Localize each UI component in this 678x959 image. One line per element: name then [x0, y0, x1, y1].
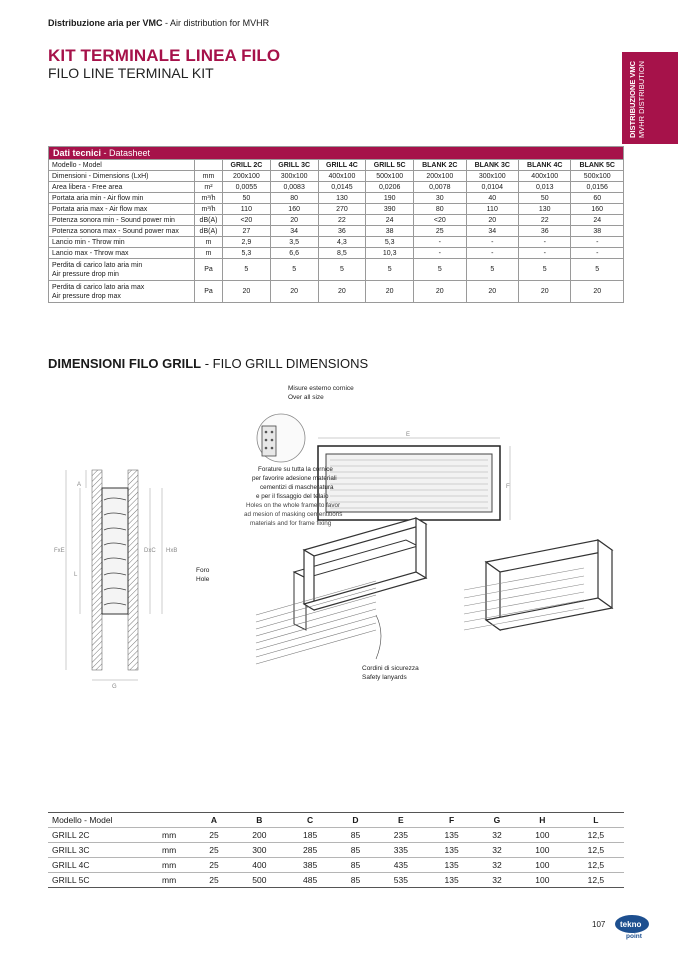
hole-label-it: Foro: [196, 567, 210, 574]
datasheet-cell: 130: [519, 204, 571, 215]
datasheet-header-cell: BLANK 3C: [466, 160, 518, 171]
dimensions-cell: 32: [477, 828, 517, 843]
datasheet-cell: [49, 281, 195, 303]
datasheet-cell: 20: [270, 215, 318, 226]
datasheet-row: [49, 204, 624, 215]
dim-label-fxe: FxE: [54, 548, 65, 554]
datasheet-caption-bold: Dati tecnici: [53, 148, 102, 158]
datasheet-cell: 20: [270, 281, 318, 303]
datasheet-cell: 0,0145: [318, 182, 366, 193]
datasheet-cell: 5: [223, 259, 271, 281]
wall-right-hatch: [128, 470, 138, 670]
dimensions-cell: 100: [517, 843, 568, 858]
datasheet-header-cell: BLANK 4C: [519, 160, 571, 171]
side-tab-line1: DISTRIBUZIONE VMC: [628, 60, 637, 138]
dimensions-cell: 12,5: [568, 873, 624, 888]
datasheet-cell: Potenza sonora min - Sound power min: [49, 215, 195, 226]
datasheet-cell: 80: [270, 193, 318, 204]
datasheet-row: [49, 193, 624, 204]
dimensions-cell: 400: [234, 858, 285, 873]
page-title-it: KIT TERMINALE LINEA FILO: [48, 46, 281, 65]
datasheet-cell: 5,3: [223, 248, 271, 259]
datasheet-cell: 160: [571, 204, 624, 215]
datasheet-cell: mm: [195, 171, 223, 182]
datasheet-cell-line: Air pressure drop max: [52, 292, 121, 300]
dim-label-e: E: [406, 432, 411, 438]
dimensions-cell: 385: [285, 858, 336, 873]
dimensions-cell: 100: [517, 858, 568, 873]
datasheet-cell: 3,5: [270, 237, 318, 248]
dimensions-cell: 135: [426, 858, 477, 873]
datasheet-cell: 20: [466, 215, 518, 226]
dimensions-cell: GRILL 4C: [48, 858, 158, 873]
datasheet-cell: <20: [414, 215, 466, 226]
dimensions-cell: GRILL 3C: [48, 843, 158, 858]
datasheet-cell: 5: [519, 259, 571, 281]
holes-note-line: per favorire adesione materiali: [252, 475, 337, 482]
datasheet-cell: 5: [571, 259, 624, 281]
datasheet-cell: 0,0156: [571, 182, 624, 193]
datasheet-cell: 110: [223, 204, 271, 215]
datasheet-cell: 0,013: [519, 182, 571, 193]
datasheet-cell: Lancio max - Throw max: [49, 248, 195, 259]
holes-note-line: ad mesion of masking cementitions: [244, 511, 343, 518]
datasheet-row: [49, 281, 624, 303]
holes-note-line: cementizi di mascheratura: [260, 484, 334, 491]
datasheet-cell: -: [519, 248, 571, 259]
datasheet-cell: 30: [414, 193, 466, 204]
dimensions-header-cell: G: [477, 813, 517, 828]
dimensions-cell: mm: [158, 858, 194, 873]
dimensions-row: [48, 828, 624, 843]
dimensions-cell: 135: [426, 843, 477, 858]
datasheet-cell: <20: [223, 215, 271, 226]
dim-label-a: A: [77, 482, 82, 488]
datasheet-cell: -: [571, 237, 624, 248]
dimensions-cell: 32: [477, 858, 517, 873]
datasheet-cell: -: [519, 237, 571, 248]
datasheet-cell: 110: [466, 204, 518, 215]
dimensions-header-cell: F: [426, 813, 477, 828]
frame-corner-detail: [257, 414, 305, 462]
running-header: [48, 18, 269, 28]
blank-plate-view: [464, 540, 612, 630]
datasheet-cell: 38: [366, 226, 414, 237]
dimensions-cell: 500: [234, 873, 285, 888]
datasheet-cell: Dimensioni - Dimensions (LxH): [49, 171, 195, 182]
datasheet-row: [49, 248, 624, 259]
datasheet-cell: -: [414, 237, 466, 248]
dimensions-cell: 85: [336, 828, 376, 843]
datasheet-cell: 400x100: [318, 171, 366, 182]
datasheet-cell: 300x100: [466, 171, 518, 182]
dim-label-dxc: DxC: [144, 548, 156, 554]
dimensions-header-cell: A: [194, 813, 234, 828]
datasheet-table: [48, 146, 624, 303]
datasheet-cell: dB(A): [195, 226, 223, 237]
datasheet-cell: dB(A): [195, 215, 223, 226]
datasheet-cell: Portata aria max - Air flow max: [49, 204, 195, 215]
datasheet-cell: 36: [318, 226, 366, 237]
datasheet-cell: 270: [318, 204, 366, 215]
dimensions-cell: 85: [336, 873, 376, 888]
datasheet-cell: m³/h: [195, 193, 223, 204]
running-header-sep: -: [162, 18, 171, 28]
dimensions-cell: 200: [234, 828, 285, 843]
datasheet-header-cell: GRILL 3C: [270, 160, 318, 171]
dimensions-title-rest: - FILO GRILL DIMENSIONS: [201, 356, 369, 371]
dimensions-row: [48, 843, 624, 858]
grill-technical-drawing: [46, 380, 626, 700]
dimensions-cell: 85: [336, 858, 376, 873]
datasheet-cell: 50: [223, 193, 271, 204]
datasheet-header-cell: GRILL 2C: [223, 160, 271, 171]
dimensions-cell: GRILL 2C: [48, 828, 158, 843]
side-tab-line2: MVHR DISTRIBUTION: [637, 60, 646, 138]
dimensions-cell: 32: [477, 843, 517, 858]
dimensions-title: [48, 356, 368, 371]
datasheet-cell: 0,0083: [270, 182, 318, 193]
datasheet-cell: Pa: [195, 259, 223, 281]
datasheet-row: [49, 171, 624, 182]
dimensions-cell: 100: [517, 873, 568, 888]
datasheet-cell: 20: [366, 281, 414, 303]
datasheet-cell: 27: [223, 226, 271, 237]
dimensions-title-bold: DIMENSIONI FILO GRILL: [48, 356, 202, 371]
safety-lanyard-label-it: Cordini di sicurezza: [362, 665, 419, 672]
datasheet-cell: 20: [466, 281, 518, 303]
datasheet-cell: 20: [414, 281, 466, 303]
grill-section-body: [102, 488, 128, 614]
datasheet-cell: 390: [366, 204, 414, 215]
datasheet-header-cell: GRILL 5C: [366, 160, 414, 171]
datasheet-cell: 34: [466, 226, 518, 237]
dimensions-header-cell: E: [375, 813, 426, 828]
datasheet-cell: Potenza sonora max - Sound power max: [49, 226, 195, 237]
datasheet-cell: 0,0104: [466, 182, 518, 193]
dimensions-header-cell: H: [517, 813, 568, 828]
logo-text-top: tekno: [620, 920, 642, 929]
dim-label-f: F: [506, 484, 510, 490]
datasheet-header-cell: BLANK 2C: [414, 160, 466, 171]
running-header-it: Distribuzione aria per VMC: [48, 18, 163, 28]
dimensions-header-row: [48, 813, 624, 828]
datasheet-cell: 2,9: [223, 237, 271, 248]
safety-lanyard: [376, 615, 381, 659]
datasheet-cell: 50: [519, 193, 571, 204]
datasheet-cell: 24: [571, 215, 624, 226]
holes-note-line: Forature su tutta la cornice: [258, 466, 333, 473]
datasheet-cell: 60: [571, 193, 624, 204]
section-view: [54, 470, 210, 690]
holes-note: [244, 466, 342, 527]
datasheet-cell: 200x100: [223, 171, 271, 182]
datasheet-cell: 6,6: [270, 248, 318, 259]
datasheet-cell: 24: [366, 215, 414, 226]
datasheet-cell: 0,0206: [366, 182, 414, 193]
datasheet-cell-line: Air pressure drop min: [52, 270, 119, 278]
datasheet-cell: 5: [366, 259, 414, 281]
datasheet-cell: 20: [223, 281, 271, 303]
overall-size-label-en: Over all size: [288, 394, 324, 401]
dimensions-header-cell: B: [234, 813, 285, 828]
front-view-grill: [318, 432, 510, 520]
datasheet-cell: 80: [414, 204, 466, 215]
dimensions-cell: 100: [517, 828, 568, 843]
datasheet-caption-rest: - Datasheet: [101, 148, 151, 158]
datasheet-cell: m: [195, 237, 223, 248]
datasheet-cell: 40: [466, 193, 518, 204]
dimensions-cell: 485: [285, 873, 336, 888]
datasheet-row: [49, 182, 624, 193]
datasheet-cell: 500x100: [366, 171, 414, 182]
datasheet-cell: 300x100: [270, 171, 318, 182]
dimensions-row: [48, 858, 624, 873]
hole-label-en: Hole: [196, 576, 210, 583]
dimensions-cell: 12,5: [568, 843, 624, 858]
dimensions-row: [48, 873, 624, 888]
datasheet-cell: 36: [519, 226, 571, 237]
dimensions-cell: 135: [426, 873, 477, 888]
datasheet-cell: 130: [318, 193, 366, 204]
running-header-en: Air distribution for MVHR: [170, 18, 270, 28]
dimensions-cell: 335: [375, 843, 426, 858]
datasheet-cell: 20: [519, 281, 571, 303]
datasheet-cell: 400x100: [519, 171, 571, 182]
datasheet-cell: m: [195, 248, 223, 259]
dimensions-header-cell: L: [568, 813, 624, 828]
dimensions-cell: 12,5: [568, 828, 624, 843]
datasheet-cell: -: [466, 248, 518, 259]
datasheet-header-cell: [195, 160, 223, 171]
dimensions-cell: 300: [234, 843, 285, 858]
datasheet-cell: 20: [318, 281, 366, 303]
datasheet-cell: 500x100: [571, 171, 624, 182]
datasheet-caption: [49, 147, 624, 160]
datasheet-cell: 25: [414, 226, 466, 237]
dimensions-cell: mm: [158, 873, 194, 888]
datasheet-row: [49, 215, 624, 226]
safety-lanyard-label-en: Safety lanyards: [362, 674, 407, 681]
datasheet-cell: 5: [414, 259, 466, 281]
dimensions-cell: 185: [285, 828, 336, 843]
dimensions-cell: 235: [375, 828, 426, 843]
holes-note-line: e per il fissaggio del telaio: [256, 493, 329, 500]
datasheet-cell: 190: [366, 193, 414, 204]
exploded-grill-view: [256, 518, 426, 681]
dimensions-header-cell: C: [285, 813, 336, 828]
datasheet-cell: 22: [318, 215, 366, 226]
datasheet-cell: m³/h: [195, 204, 223, 215]
dimensions-cell: 12,5: [568, 858, 624, 873]
datasheet-cell: Area libera - Free area: [49, 182, 195, 193]
dimensions-cell: 135: [426, 828, 477, 843]
datasheet-cell-line: Perdita di carico lato aria max: [52, 283, 145, 291]
datasheet-header-cell: Modello - Model: [49, 160, 195, 171]
dimensions-cell: 25: [194, 828, 234, 843]
dimensions-cell: mm: [158, 828, 194, 843]
datasheet-cell: 5,3: [366, 237, 414, 248]
datasheet-cell: m²: [195, 182, 223, 193]
dimensions-header-cell: Modello - Model: [48, 813, 158, 828]
dimensions-cell: 25: [194, 873, 234, 888]
dim-label-hxb: HxB: [166, 548, 178, 554]
datasheet-cell: -: [414, 248, 466, 259]
dimensions-cell: 285: [285, 843, 336, 858]
dimensions-cell: 85: [336, 843, 376, 858]
datasheet-cell: [49, 259, 195, 281]
dimensions-cell: GRILL 5C: [48, 873, 158, 888]
dim-label-l: L: [74, 572, 78, 578]
datasheet-cell: Lancio min - Throw min: [49, 237, 195, 248]
datasheet-cell: 20: [571, 281, 624, 303]
datasheet-cell: 200x100: [414, 171, 466, 182]
overall-size-label-it: Misure esterno cornice: [288, 385, 354, 392]
datasheet-cell: 8,5: [318, 248, 366, 259]
datasheet-row: [49, 259, 624, 281]
datasheet-cell: 10,3: [366, 248, 414, 259]
datasheet-cell: 4,3: [318, 237, 366, 248]
datasheet-cell: 22: [519, 215, 571, 226]
dim-label-g: G: [112, 684, 117, 690]
datasheet-cell: 5: [270, 259, 318, 281]
datasheet-cell: Portata aria min - Air flow min: [49, 193, 195, 204]
dimensions-cell: 435: [375, 858, 426, 873]
datasheet-cell: -: [571, 248, 624, 259]
datasheet-cell: -: [466, 237, 518, 248]
datasheet-cell: Pa: [195, 281, 223, 303]
datasheet-cell: 0,0055: [223, 182, 271, 193]
datasheet-cell: 0,0078: [414, 182, 466, 193]
holes-note-line: materials and for frame fixing: [250, 520, 332, 527]
datasheet-row: [49, 226, 624, 237]
dimensions-cell: mm: [158, 843, 194, 858]
tekno-point-logo: [612, 912, 652, 940]
datasheet-cell: 34: [270, 226, 318, 237]
holes-note-line: Holes on the whole frame to favor: [246, 502, 341, 509]
datasheet-header-row: [49, 160, 624, 171]
dimensions-header-cell: D: [336, 813, 376, 828]
page-number: 107: [592, 920, 606, 929]
dimensions-cell: 535: [375, 873, 426, 888]
datasheet-cell: 5: [318, 259, 366, 281]
datasheet-header-cell: GRILL 4C: [318, 160, 366, 171]
dimensions-cell: 25: [194, 858, 234, 873]
page-title-en: FILO LINE TERMINAL KIT: [48, 65, 214, 81]
datasheet-cell: 160: [270, 204, 318, 215]
datasheet-cell: 38: [571, 226, 624, 237]
section-side-tab: [622, 52, 678, 144]
datasheet-row: [49, 237, 624, 248]
datasheet-header-cell: BLANK 5C: [571, 160, 624, 171]
dimensions-table: [48, 812, 624, 888]
dimensions-header-cell: [158, 813, 194, 828]
logo-text-bottom: point: [626, 933, 642, 940]
dimensions-cell: 32: [477, 873, 517, 888]
datasheet-cell-line: Perdita di carico lato aria min: [52, 261, 143, 269]
dimensions-cell: 25: [194, 843, 234, 858]
datasheet-cell: 5: [466, 259, 518, 281]
wall-left-hatch: [92, 470, 102, 670]
